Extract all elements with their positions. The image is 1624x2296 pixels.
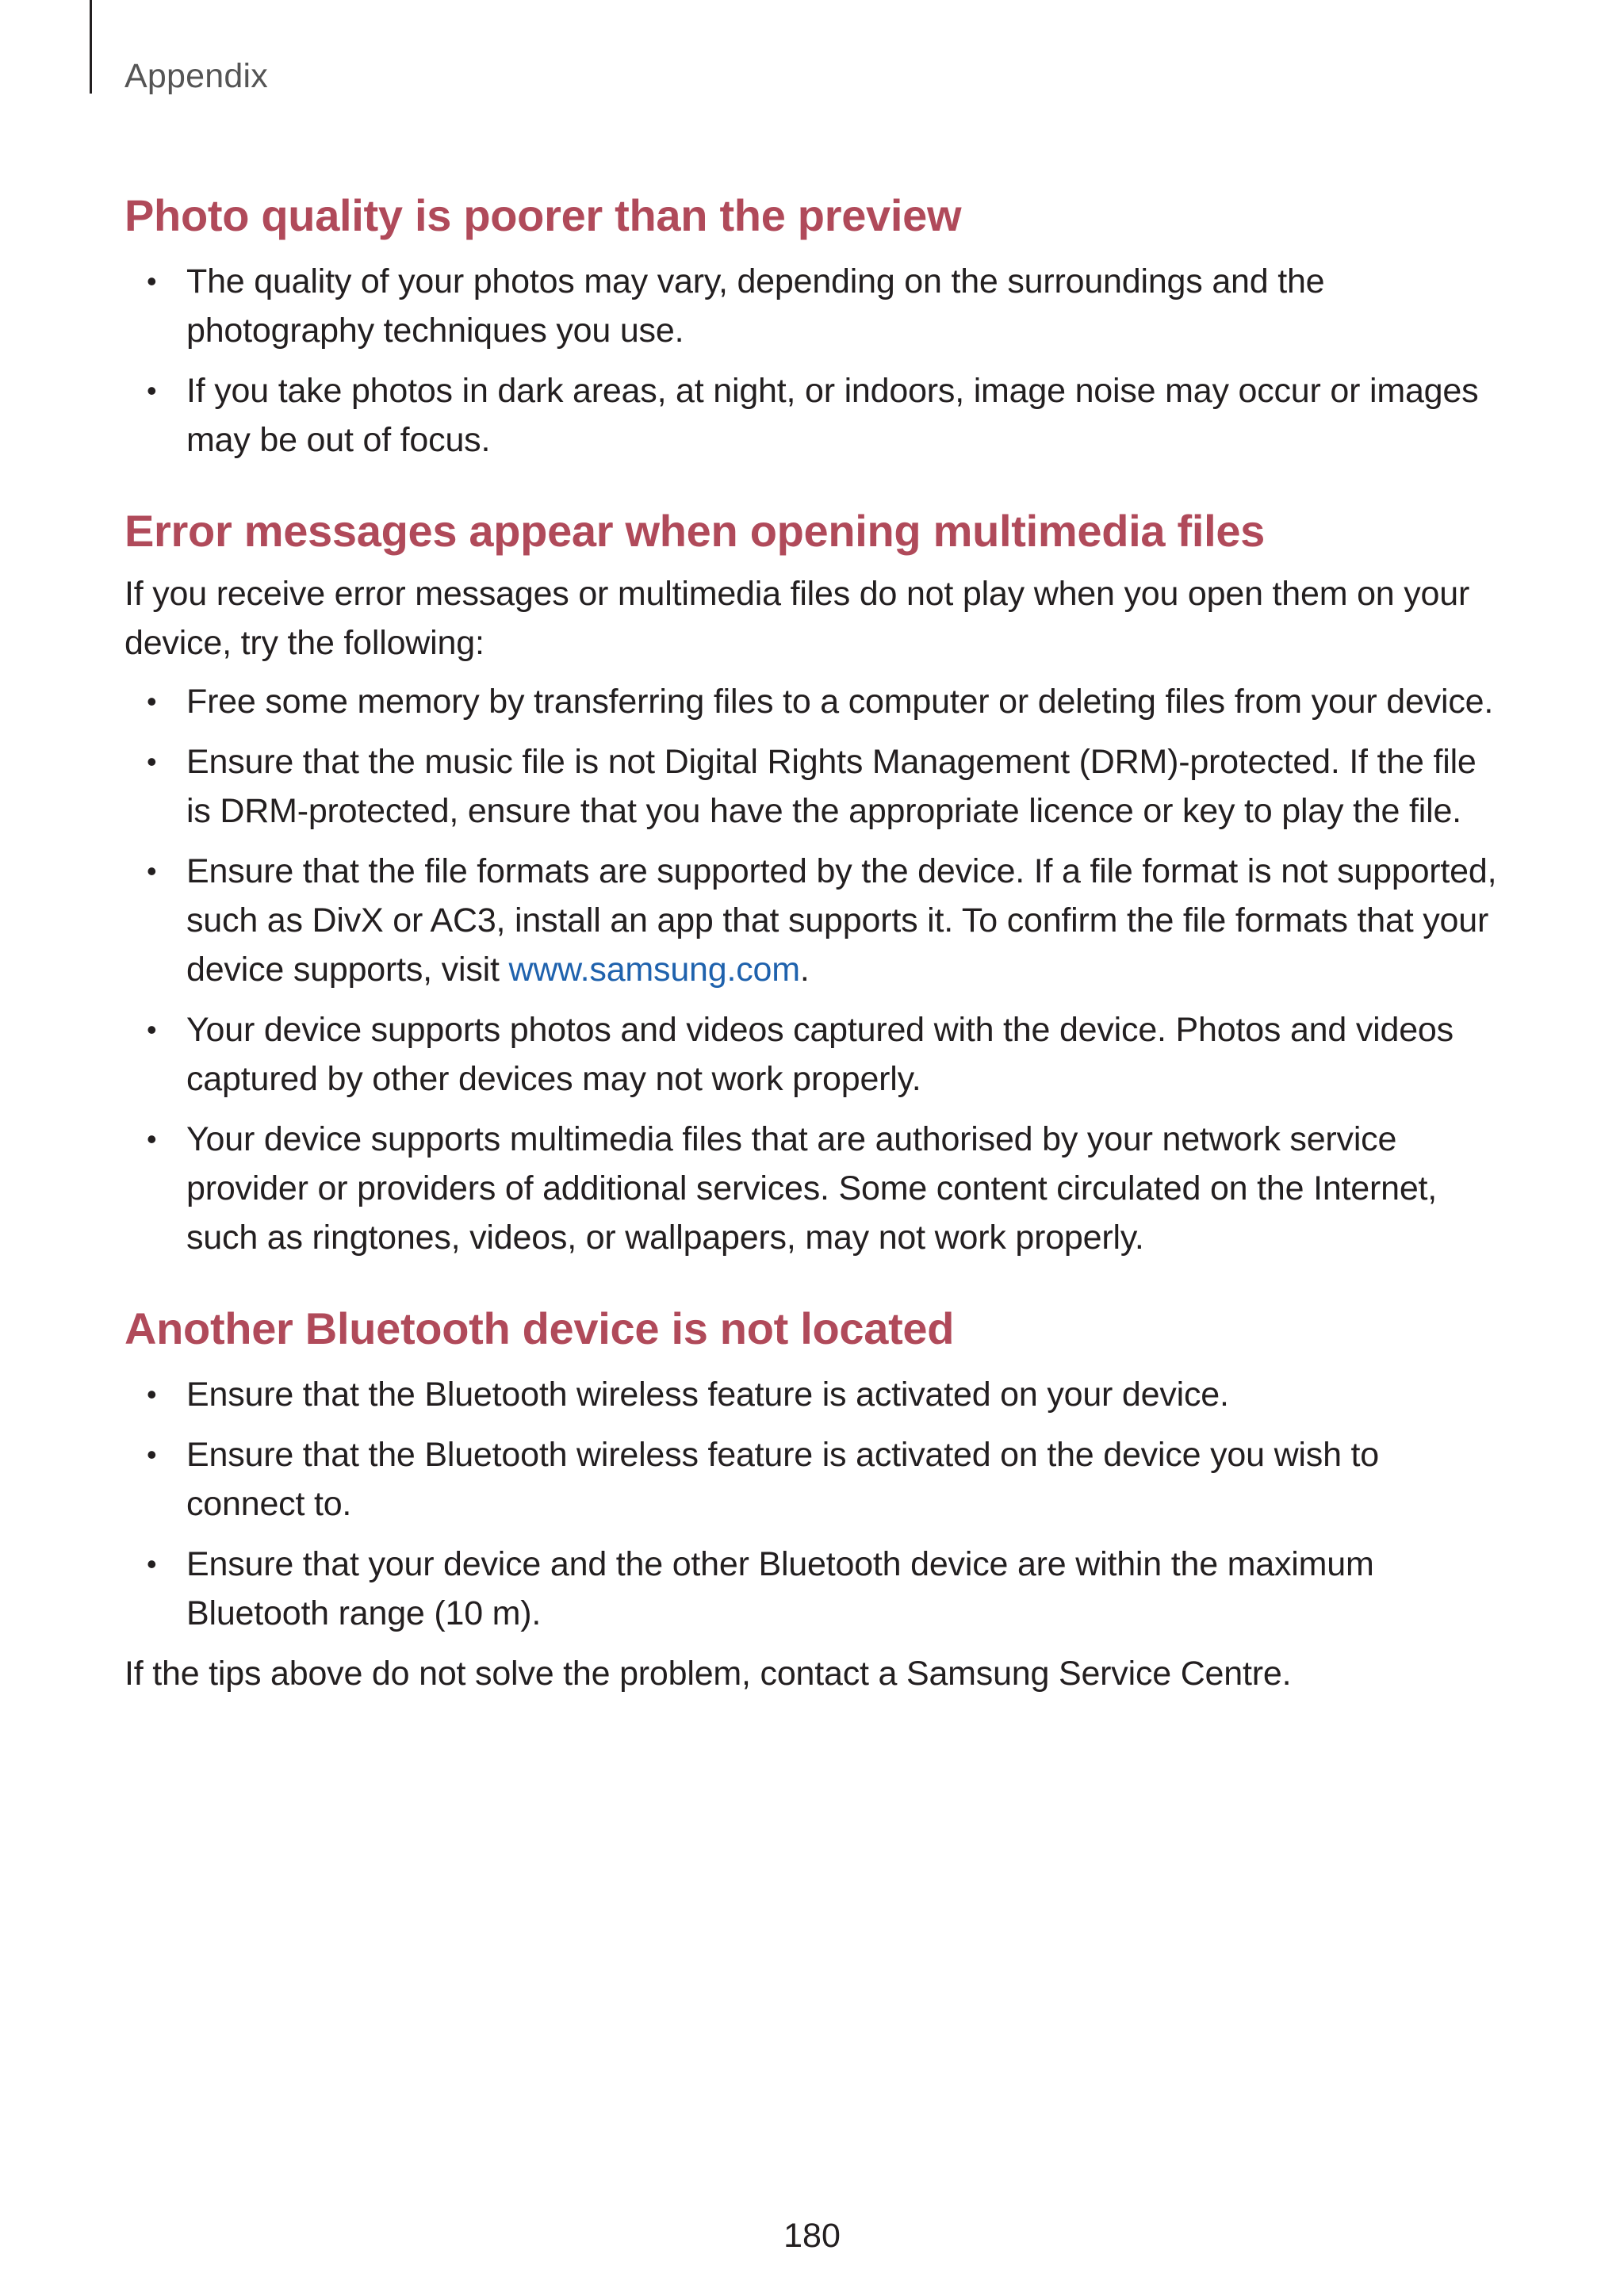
bullet-list (124, 1370, 1504, 1638)
bullet-icon: • (147, 1438, 157, 1471)
page-content (124, 184, 1504, 1733)
list-item (124, 1370, 1504, 1419)
bullet-icon: • (147, 1548, 157, 1580)
list-item (124, 257, 1504, 355)
list-item-text: Ensure that the music file is not Digital Rights Management (DRM)-protected. If the file is DRM-protected, ensure that you have the appropriate licence or key to play the file. (186, 743, 1477, 830)
list-item-text: The quality of your photos may vary, depending on the surroundings and the photography techniques you use. (186, 262, 1325, 350)
list-item-text-after-link: . (799, 951, 810, 989)
list-item-text: If you take photos in dark areas, at night, or indoors, image noise may occur or images may be out of focus. (186, 372, 1479, 459)
section-error-messages (124, 499, 1504, 1262)
bullet-icon: • (147, 685, 157, 718)
list-item (124, 847, 1504, 994)
list-item (124, 366, 1504, 465)
bullet-icon: • (147, 1013, 157, 1046)
list-item-text: Ensure that your device and the other Bluetooth device are within the maximum Bluetooth range (10 m). (186, 1545, 1374, 1632)
list-item-text: Ensure that the Bluetooth wireless feature is activated on the device you wish to connect to. (186, 1436, 1380, 1523)
bullet-icon: • (147, 745, 157, 778)
section-title: Error messages appear when opening multimedia files (124, 506, 1266, 556)
section-intro: If you receive error messages or multimedia files do not play when you open them on your device, try the following: (124, 575, 1470, 662)
page-number: 180 (783, 2217, 841, 2255)
list-item (124, 737, 1504, 836)
list-item (124, 1430, 1504, 1529)
list-item-text: Your device supports multimedia files that are authorised by your network service provider or providers of additional services. Some content circulated on the Internet, such as ringtones, videos, or wallpapers, may not work properly. (186, 1120, 1438, 1257)
list-item-text-before-link: Ensure that the file formats are supported by the device. If a file format is not supported, such as DivX or AC3, install an app that supports it. To confirm the file formats that your device supports, visit (186, 852, 1497, 989)
list-item-text: Your device supports photos and videos captured with the device. Photos and videos captured by other devices may not work properly. (186, 1011, 1454, 1098)
list-item (124, 1540, 1504, 1638)
bullet-icon: • (147, 265, 157, 297)
bullet-icon: • (147, 1378, 157, 1410)
list-item (124, 1005, 1504, 1104)
section-outro: If the tips above do not solve the problem, contact a Samsung Service Centre. (124, 1655, 1292, 1693)
list-item (124, 1115, 1504, 1262)
bullet-list (124, 677, 1504, 1262)
list-item (124, 677, 1504, 726)
section-title: Another Bluetooth device is not located (124, 1303, 955, 1353)
bullet-icon: • (147, 855, 157, 887)
bullet-icon: • (147, 374, 157, 407)
section-title: Photo quality is poorer than the preview (124, 190, 962, 240)
samsung-website-link[interactable]: www.samsung.com (508, 951, 800, 989)
list-item-text: Ensure that the Bluetooth wireless feature is activated on your device. (186, 1376, 1229, 1414)
list-item-text (186, 852, 1496, 989)
bullet-list (124, 257, 1504, 465)
header-rule (90, 0, 92, 94)
running-head: Appendix (124, 57, 268, 95)
list-item-text: Free some memory by transferring files to a computer or deleting files from your device. (186, 683, 1494, 721)
section-photo-quality (124, 184, 1504, 465)
section-bluetooth (124, 1297, 1504, 1698)
bullet-icon: • (147, 1123, 157, 1155)
